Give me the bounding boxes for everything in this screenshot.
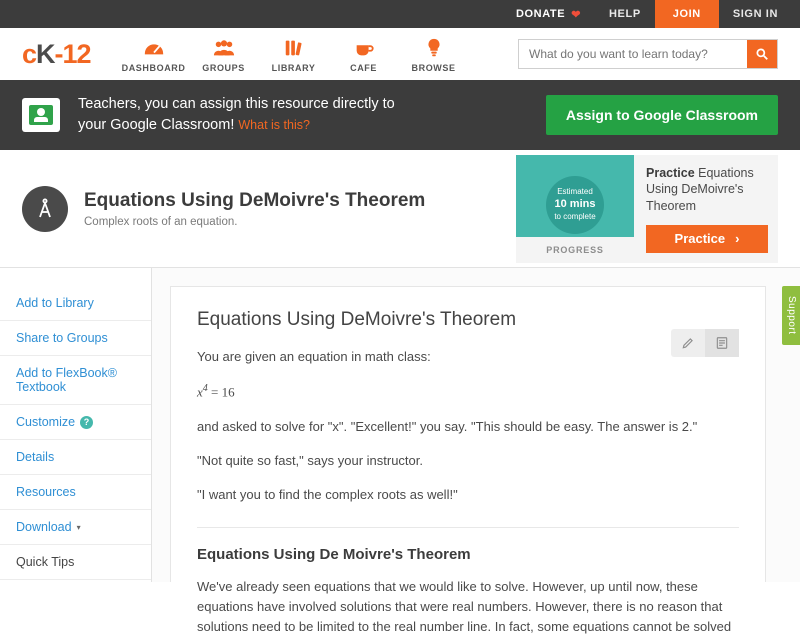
logo-c: c: [22, 38, 37, 69]
practice-card: [516, 155, 778, 263]
sidebar-item-download[interactable]: [0, 510, 151, 545]
sidebar-item-details[interactable]: [0, 440, 151, 475]
sidebar-item-resources[interactable]: [0, 475, 151, 510]
sidebar-label-add-to-flexbook: Add to FlexBook® Textbook: [16, 366, 117, 394]
browse-icon: [423, 37, 445, 59]
logo-rest: -12: [54, 38, 91, 69]
classroom-message-line2: your Google Classroom!: [78, 117, 235, 133]
site-header: [0, 28, 800, 80]
notes-icon[interactable]: [705, 329, 739, 357]
donate-link[interactable]: [502, 0, 595, 28]
estimated-time-badge: [546, 176, 604, 234]
practice-card-body: [634, 155, 778, 263]
equation-base: x: [197, 384, 203, 400]
nav-item-dashboard[interactable]: [119, 35, 189, 73]
chevron-down-icon: ▾: [76, 522, 81, 532]
estimated-to-complete: to complete: [554, 211, 596, 221]
sidebar-item-quick-tips[interactable]: [0, 545, 151, 580]
classroom-message-line1: Teachers, you can assign this resource directly to: [78, 95, 395, 112]
sidebar-label-add-to-library: Add to Library: [16, 296, 94, 310]
search-input[interactable]: [519, 40, 747, 68]
sidebar-label-share-to-groups: Share to Groups: [16, 331, 108, 345]
resource-title-section: [0, 150, 800, 268]
article-section-heading: Equations Using De Moivre's Theorem: [197, 527, 739, 563]
article-equation: [197, 381, 739, 402]
dashboard-icon: [143, 37, 165, 59]
sidebar-label-customize: Customize: [16, 415, 76, 429]
practice-word: Practice: [646, 165, 695, 180]
resource-sidebar: [0, 268, 152, 582]
sidebar-item-share-to-groups[interactable]: [0, 321, 151, 356]
article-heading: Equations Using DeMoivre's Theorem: [197, 309, 517, 330]
cafe-icon: [353, 37, 375, 59]
nav-item-groups[interactable]: [189, 35, 259, 73]
google-classroom-icon: [22, 98, 60, 132]
what-is-this-link[interactable]: What is this?: [238, 118, 310, 132]
sidebar-item-add-to-flexbook[interactable]: [0, 356, 151, 405]
sidebar-label-download: Download: [16, 520, 72, 534]
donate-label: DONATE: [515, 8, 566, 20]
practice-button[interactable]: [646, 225, 768, 253]
nav-label-library: LIBRARY: [271, 63, 316, 73]
article-column: [152, 268, 800, 635]
main-nav: [119, 35, 469, 73]
article-paragraph-5: We've already seen equations that we would like to solve. However, up until now, these equations have involved solutions that were real numbers. However, there is no reason that solutions need to be limited to the real number line. In fact, some equations cannot be solved: [197, 579, 732, 635]
page-title: Equations Using DeMoivre's Theorem: [84, 189, 426, 211]
nav-label-dashboard: DASHBOARD: [121, 63, 186, 73]
utility-top-bar: [0, 0, 800, 28]
support-tab[interactable]: Support: [782, 286, 800, 345]
ck12-logo[interactable]: [22, 38, 91, 69]
page-subtitle: Complex roots of an equation.: [84, 215, 238, 228]
sidebar-label-details: Details: [16, 450, 55, 464]
google-classroom-banner: [0, 80, 800, 150]
sidebar-item-add-to-library[interactable]: [0, 286, 151, 321]
search-bar[interactable]: [518, 39, 778, 69]
library-icon: [283, 37, 305, 59]
content-area: [0, 268, 800, 635]
article-paragraph-1: You are given an equation in math class:: [197, 349, 431, 364]
progress-label: PROGRESS: [516, 237, 634, 263]
classroom-message: [78, 94, 395, 136]
nav-item-library[interactable]: [259, 35, 329, 73]
equation-exponent: 4: [202, 383, 208, 395]
article-tools: [671, 329, 739, 357]
practice-topic: Equations Using DeMoivre's Theorem: [646, 165, 754, 214]
equation-rhs: = 16: [207, 384, 235, 400]
practice-card-title: [646, 165, 768, 216]
sidebar-item-customize[interactable]: [0, 405, 151, 440]
heart-icon: ❤: [571, 8, 582, 21]
edit-pencil-icon[interactable]: [671, 329, 705, 357]
logo-k: K: [36, 38, 55, 69]
join-button[interactable]: JOIN: [655, 0, 719, 28]
practice-estimate-panel: [516, 155, 634, 263]
nav-label-groups: GROUPS: [202, 63, 245, 73]
groups-icon: [213, 37, 235, 59]
assign-to-google-classroom-button[interactable]: Assign to Google Classroom: [546, 95, 778, 135]
article-card: [170, 286, 766, 635]
nav-label-browse: BROWSE: [411, 63, 456, 73]
search-button[interactable]: [747, 40, 777, 68]
help-link[interactable]: HELP: [609, 8, 641, 20]
estimated-minutes: 10 mins: [554, 198, 596, 211]
sidebar-label-resources: Resources: [16, 485, 76, 499]
title-block: [84, 190, 425, 228]
sign-in-link[interactable]: SIGN IN: [732, 8, 778, 20]
nav-item-cafe[interactable]: [329, 35, 399, 73]
article-paragraph-2: and asked to solve for "x". "Excellent!" you say. "This should be easy. The answer is 2.": [197, 418, 698, 434]
article-paragraph-4: "I want you to find the complex roots as well!": [197, 486, 458, 502]
practice-button-label: Practice: [674, 231, 726, 246]
estimated-label: Estimated: [557, 186, 593, 196]
compass-icon: [22, 186, 68, 232]
help-badge-icon[interactable]: ?: [80, 416, 93, 429]
chevron-right-icon: ›: [735, 231, 740, 246]
nav-item-browse[interactable]: [399, 35, 469, 73]
sidebar-label-quick-tips: Quick Tips: [16, 555, 75, 569]
article-paragraph-3: "Not quite so fast," says your instructor.: [197, 452, 423, 468]
nav-label-cafe: CAFE: [350, 63, 378, 73]
